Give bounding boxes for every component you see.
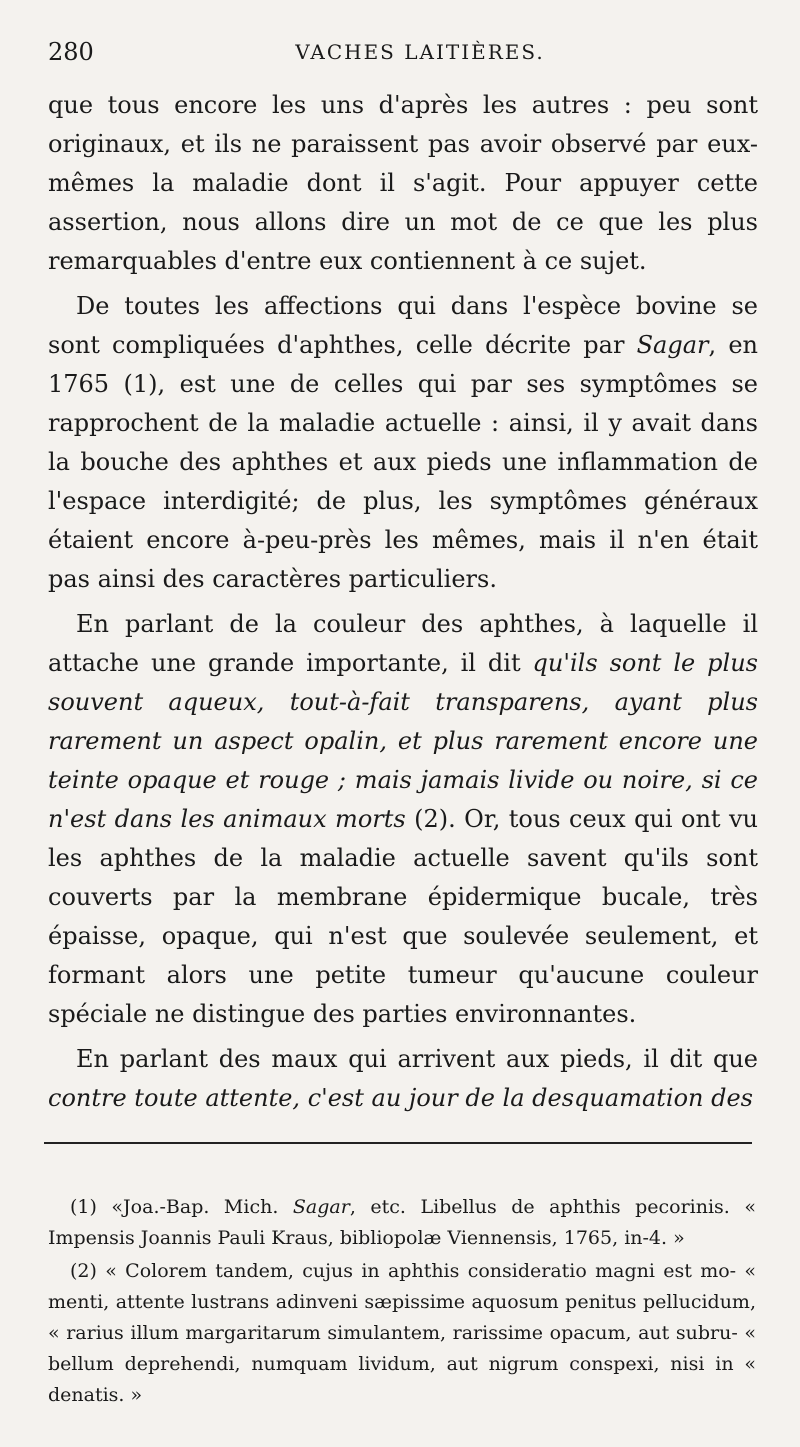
paragraph-3-quotation: qu'ils sont le plus souvent aqueux, tout-à-fait transparens, ayant plus rarement un aspect opalin, et plus rarement encore une teinte opaque et rouge ; mais jamais livide ou noire, si ce n'est dans les animaux morts <box>48 649 758 833</box>
footnote-1-name: Sagar <box>292 1196 350 1218</box>
paragraph-2 <box>48 287 758 599</box>
footnote-1 <box>48 1192 756 1254</box>
paragraph-2-text-b: , en 1765 (1), est une de celles qui par ses symptômes se rapprochent de la maladie actuelle : ainsi, il y avait dans la bouche des aphthes et aux pieds une inflammation de l'espace interdigité; de plus, les symptômes généraux étaient encore à-peu-près les mêmes, mais il n'en était pas ainsi des caractères particuliers. <box>48 331 758 593</box>
paragraph-3 <box>48 605 758 1034</box>
paragraph-4-quotation: contre toute attente, c'est au jour de la desquamation des <box>48 1084 753 1112</box>
footnote-1-text-b: , etc. Libellus de aphthis pecorinis. « Impensis Joannis Pauli Kraus, bibliopolæ Viennensis, 1765, in-4. » <box>48 1196 756 1249</box>
paragraph-4 <box>48 1040 758 1118</box>
paragraph-4-text-a: En parlant des maux qui arrivent aux pieds, il dit que <box>76 1045 758 1073</box>
footnotes <box>48 1192 756 1413</box>
paragraph-3-text-b: (2). Or, tous ceux qui ont vu les aphthes de la maladie actuelle savent qu'ils sont couverts par la membrane épidermique bucale, très épaisse, opaque, qui n'est que soulevée seulement, et formant alors une petite tumeur qu'aucune couleur spéciale ne distingue des parties environnantes. <box>48 805 759 1028</box>
body-text <box>48 86 758 1118</box>
running-head: VACHES LAITIÈRES. <box>295 40 545 64</box>
footnote-1-text-a: (1) «Joa.-Bap. Mich. <box>70 1196 293 1218</box>
footnote-divider <box>44 1142 752 1144</box>
author-name-sagar: Sagar <box>636 331 709 359</box>
paragraph-3-text-a: En parlant de la couleur des aphthes, à laquelle il attache une grande importante, il dit <box>48 610 758 677</box>
page-header <box>48 38 752 78</box>
paragraph-2-text-a: De toutes les affections qui dans l'espèce bovine se sont compliquées d'aphthes, celle décrite par <box>48 292 758 359</box>
paragraph-1: que tous encore les uns d'après les autres : peu sont originaux, et ils ne paraissent pas avoir observé par eux-mêmes la maladie dont il s'agit. Pour appuyer cette assertion, nous allons dire un mot de ce que les plus remarquables d'entre eux contiennent à ce sujet. <box>48 91 758 275</box>
page-number: 280 <box>48 38 94 66</box>
footnote-2: (2) « Colorem tandem, cujus in aphthis consideratio magni est mo- « menti, attente lustrans adinveni sæpissime aquosum penitus pellucidum, « rarius illum margaritarum simulantem, rarissime opacum, aut subru- « bellum deprehendi, numquam lividum, aut nigrum conspexi, nisi in « denatis. » <box>48 1260 756 1406</box>
